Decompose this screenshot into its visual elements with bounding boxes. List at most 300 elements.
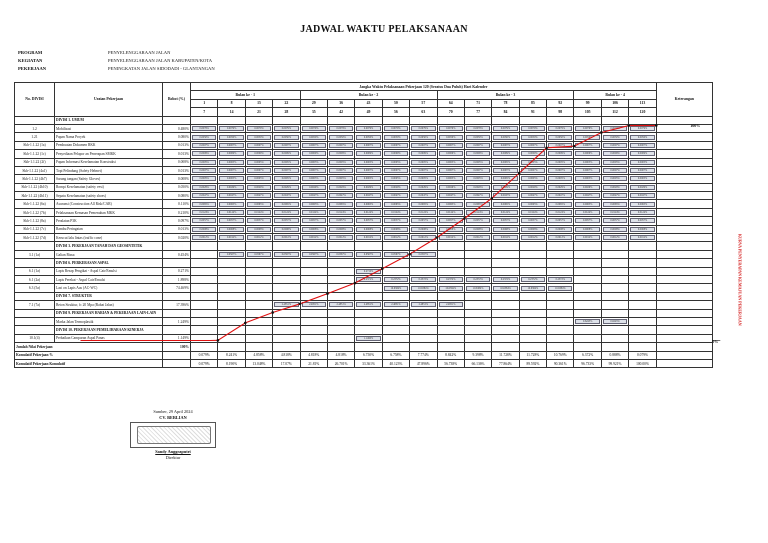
item-uraian: Kerucut lalu lintas (traffic cone) [55,234,163,242]
progress-bar: 0.0008% [575,227,599,232]
week-cell [464,250,491,258]
week-cell [464,267,491,275]
item-bobot: 0.210% [163,208,191,216]
week-cell [547,334,574,342]
week-cell [191,133,218,141]
week-cell [382,175,409,183]
side-curve-label: KURVA PENYERAPAN KEMAJUAN PEKERJAAN [737,234,743,326]
progress-bar: 0.0047% [384,193,408,198]
keterangan-cell [656,250,712,258]
week-cell [382,217,409,225]
header-day: 63 [410,108,437,116]
progress-bar: 0.0005% [192,160,216,165]
week-cell [218,234,245,242]
progress-bar: 0.0124% [466,210,490,215]
summary-value [492,343,519,351]
week-cell [492,175,519,183]
week-cell [464,334,491,342]
keterangan-cell [656,259,712,267]
progress-bar: 0.0029% [274,185,298,190]
item-no: Skh-1.1.22 (4b7) [15,175,55,183]
progress-bar: 0.0012% [219,235,243,240]
progress-bar: 0.0012% [247,235,271,240]
week-cell [574,259,601,267]
progress-bar: 0.0009% [575,151,599,156]
progress-bar: 0.0065% [575,202,599,207]
week-cell [355,116,382,124]
week-cell [382,334,409,342]
week-cell [382,317,409,325]
progress-bar: 0.0005% [274,160,298,165]
header-day: 99 [574,99,601,107]
week-cell [601,200,628,208]
header-day: 29 [300,99,327,107]
keterangan-cell [656,267,712,275]
week-cell [519,217,546,225]
item-bobot: 0.008% [163,175,191,183]
progress-bar: 0.0007% [192,168,216,173]
progress-bar: 0.0009% [466,151,490,156]
week-cell [327,141,354,149]
item-bobot: 0.013% [163,225,191,233]
week-cell [601,301,628,309]
week-cell [327,183,354,191]
week-cell [437,217,464,225]
week-cell [300,259,327,267]
week-cell [547,284,574,292]
week-cell [547,234,574,242]
week-cell [191,292,218,300]
progress-bar: 0.0008% [493,227,517,232]
week-cell [191,124,218,132]
header-day: 77 [464,108,491,116]
summary-value: 6.372% [574,351,601,359]
progress-bar: 0.0007% [493,168,517,173]
week-cell [547,175,574,183]
progress-bar: 0.2710% [356,269,380,274]
progress-bar: 0.0079% [630,126,655,131]
week-cell [355,225,382,233]
progress-bar: 0.0005% [575,160,599,165]
week-cell [245,317,272,325]
progress-bar: 0.0065% [466,202,490,207]
progress-bar: 0.0047% [466,193,490,198]
week-cell [382,133,409,141]
summary-value: 26.701% [327,359,354,367]
week-cell [300,292,327,300]
progress-bar: 0.0005% [329,176,353,181]
progress-bar: 0.2372% [521,277,545,282]
progress-bar: 0.0008% [192,227,216,232]
week-cell [464,116,491,124]
week-cell [245,116,272,124]
progress-bar: 0.0007% [329,143,353,148]
progress-bar: 0.0005% [302,176,326,181]
week-cell [547,301,574,309]
progress-bar: 0.0007% [356,143,380,148]
week-cell [437,334,464,342]
progress-bar: 2.4851% [384,302,408,307]
week-cell [273,200,300,208]
item-no: 1.2 [15,124,55,132]
week-cell [327,217,354,225]
progress-bar: 0.0005% [439,160,463,165]
item-no: 6.3 (5a) [15,284,55,292]
progress-bar: 0.0012% [575,235,599,240]
progress-bar: 0.0007% [521,168,545,173]
item-uraian: Galian Biasa [55,250,163,258]
progress-bar: 0.0007% [356,168,380,173]
week-cell [464,284,491,292]
week-cell [574,301,601,309]
keterangan-cell [656,275,712,283]
header-day: 112 [601,108,628,116]
progress-bar: 0.0079% [575,126,599,131]
progress-bar: 0.0057% [384,218,408,223]
section-no [15,326,55,334]
company-stamp [137,426,211,444]
summary-value [245,343,272,351]
week-cell [437,124,464,132]
week-cell [629,225,657,233]
week-cell [245,250,272,258]
header-day: 91 [519,108,546,116]
week-cell [300,200,327,208]
week-cell [300,309,327,317]
week-cell [410,234,437,242]
progress-bar: 0.0005% [192,176,216,181]
week-cell [355,200,382,208]
week-cell [300,242,327,250]
week-cell [245,334,272,342]
progress-bar: 0.0567% [247,252,271,257]
week-cell [437,267,464,275]
progress-bar: 0.0050% [521,135,545,140]
week-cell [191,267,218,275]
progress-bar: 0.0079% [466,126,490,131]
keterangan-cell [656,192,712,200]
progress-bar: 0.0567% [329,252,353,257]
week-cell [355,141,382,149]
header-day: 85 [519,99,546,107]
week-cell [191,150,218,158]
progress-bar: 0.0009% [247,151,271,156]
progress-bar: 0.0065% [247,202,271,207]
progress-bar: 0.0050% [247,135,271,140]
week-cell [437,284,464,292]
item-uraian: Lasi on Lapis Aus (AC-WC) [55,284,163,292]
item-no: 6.1 (2a) [15,275,55,283]
week-cell [410,309,437,317]
week-cell [601,225,628,233]
progress-bar: 0.0007% [274,143,298,148]
summary-value [218,343,245,351]
progress-bar: 0.0012% [192,235,216,240]
progress-bar: 0.0050% [274,135,298,140]
week-cell [519,284,546,292]
week-cell [273,275,300,283]
keterangan-cell [656,158,712,166]
week-cell [410,150,437,158]
progress-bar: 0.0005% [439,176,463,181]
week-cell [355,192,382,200]
progress-bar: 0.0008% [439,227,463,232]
progress-bar: 0.0065% [521,202,545,207]
progress-bar: 2.4851% [356,302,380,307]
sign-role: Direktur [165,455,181,460]
item-bobot: 0.097% [163,217,191,225]
week-cell [437,141,464,149]
week-cell [410,301,437,309]
item-uraian: Lapis Perekat - Aspal Cair/Emulsi [55,275,163,283]
week-cell [218,292,245,300]
week-cell [273,267,300,275]
week-cell [547,317,574,325]
progress-bar: 0.0007% [439,143,463,148]
keterangan-cell [656,175,712,183]
progress-bar: 0.0065% [192,202,216,207]
week-cell [273,292,300,300]
week-cell [547,217,574,225]
progress-bar: 0.0007% [575,168,599,173]
week-cell [601,309,628,317]
progress-bar: 0.0009% [548,151,572,156]
week-cell [355,175,382,183]
week-cell [191,166,218,174]
progress-bar: 0.0009% [384,151,408,156]
week-cell [464,150,491,158]
week-cell [519,166,546,174]
progress-bar: 2.4851% [329,302,353,307]
summary-value: 4.818% [327,351,354,359]
header-month: Bulan ke - 4 [574,91,656,99]
week-cell [492,192,519,200]
keterangan-cell [656,242,712,250]
progress-bar: 0.0007% [630,168,655,173]
summary-value [410,343,437,351]
progress-bar: 0.0005% [466,160,490,165]
week-cell [300,166,327,174]
section-bobot [163,259,191,267]
summary-value: 99.921% [601,359,628,367]
item-no: Skh-1.1.22 (4b11) [15,192,55,200]
week-cell [519,133,546,141]
progress-bar: 0.0567% [411,252,435,257]
item-no: Skh-1.1.22 (7d) [15,234,55,242]
week-cell [492,158,519,166]
keterangan-cell [656,124,712,132]
info-key: PEKERJAAN [18,66,47,72]
week-cell [601,166,628,174]
header-month: Bulan ke - 1 [191,91,301,99]
progress-bar: 0.0005% [329,160,353,165]
week-cell [300,234,327,242]
week-cell [410,141,437,149]
item-bobot: 0.013% [163,166,191,174]
progress-bar: 0.0009% [302,151,326,156]
progress-bar: 0.0005% [548,176,572,181]
progress-bar: 0.0079% [493,126,517,131]
header-day: 36 [327,99,354,107]
progress-bar: 0.0079% [219,126,243,131]
item-bobot: 0.454% [163,250,191,258]
week-cell [191,309,218,317]
week-cell [355,275,382,283]
week-cell [547,292,574,300]
week-cell [629,175,657,183]
progress-bar: 0.0012% [466,235,490,240]
sign-company: CV. BERLIAN [159,415,187,420]
week-cell [574,200,601,208]
week-cell [382,267,409,275]
week-cell [410,133,437,141]
progress-bar: 0.0012% [411,235,435,240]
progress-bar: 0.0029% [192,185,216,190]
progress-bar: 0.0029% [329,185,353,190]
keterangan-cell [656,217,712,225]
week-cell [492,275,519,283]
summary-value: 6.758% [382,351,409,359]
week-cell [300,116,327,124]
week-cell [218,250,245,258]
week-cell [601,133,628,141]
summary-value [601,343,628,351]
item-bobot: 0.080% [163,133,191,141]
week-cell [629,158,657,166]
week-cell [382,200,409,208]
week-cell [519,116,546,124]
week-cell [273,317,300,325]
week-cell [601,116,628,124]
header-no: No. DIVISI [15,83,55,117]
keterangan-cell [656,166,712,174]
keterangan-cell [656,326,712,334]
week-cell [437,250,464,258]
week-cell [273,158,300,166]
week-cell [492,150,519,158]
week-cell [327,292,354,300]
summary-value: 8.241% [218,351,245,359]
week-cell [300,317,327,325]
week-cell [492,183,519,191]
week-cell [327,234,354,242]
week-cell [547,133,574,141]
progress-bar: 0.0050% [302,135,326,140]
week-cell [492,317,519,325]
summary-value [547,343,574,351]
info-value: PENYELENGGARAAN JALAN [108,50,171,55]
summary-value: 96.733% [574,359,601,367]
week-cell [629,166,657,174]
week-cell [191,200,218,208]
week-cell [410,326,437,334]
week-cell [300,183,327,191]
week-cell [519,225,546,233]
progress-bar: 0.0005% [493,160,517,165]
item-uraian: Papan Informasi Keselamatan Konstruksi [55,158,163,166]
week-cell [273,217,300,225]
week-cell [245,124,272,132]
progress-bar: 0.0050% [548,135,572,140]
summary-value: 17.07% [273,359,300,367]
progress-bar: 0.0005% [274,176,298,181]
progress-bar: 0.0057% [548,218,572,223]
week-cell [601,250,628,258]
week-cell [382,116,409,124]
progress-bar: 0.0047% [219,193,243,198]
week-cell [355,326,382,334]
header-day: 15 [245,99,272,107]
week-cell [574,166,601,174]
info-key: KEGIATAN [18,58,43,64]
week-cell [492,141,519,149]
week-cell [601,158,628,166]
week-cell [601,267,628,275]
week-cell [629,200,657,208]
week-cell [629,326,657,334]
week-cell [327,116,354,124]
progress-bar: 0.0124% [493,210,517,215]
progress-bar: 0.0029% [466,185,490,190]
keterangan-cell [656,234,712,242]
item-no: 6.1 (1a) [15,267,55,275]
progress-bar: 0.0005% [630,160,655,165]
week-cell [245,208,272,216]
progress-bar: 0.0050% [493,135,517,140]
item-bobot: 1.898% [163,275,191,283]
week-cell [601,284,628,292]
week-cell [300,141,327,149]
summary-value [629,343,657,351]
summary-value: 4.818% [273,351,300,359]
section-title: DIVISI 10. PEKERJAAN PEMELIHARAAN KINERJA [55,326,163,334]
summary-value: 21.81% [300,359,327,367]
week-cell [574,292,601,300]
week-cell [245,133,272,141]
progress-bar: 0.0065% [274,202,298,207]
week-cell [629,234,657,242]
week-cell [218,175,245,183]
progress-bar: 0.0065% [356,202,380,207]
week-cell [245,141,272,149]
week-cell [464,166,491,174]
week-cell [574,116,601,124]
week-cell [273,225,300,233]
week-cell [547,158,574,166]
progress-bar: 0.0008% [603,227,627,232]
week-cell [547,183,574,191]
progress-bar: 0.0079% [603,126,627,131]
progress-bar: 0.0007% [219,168,243,173]
header-day: 14 [218,108,245,116]
item-bobot: 0.020% [163,234,191,242]
week-cell [300,208,327,216]
progress-bar: 0.0065% [603,202,627,207]
progress-bar: 0.0079% [329,126,353,131]
week-cell [629,301,657,309]
item-uraian: Sepatu Keselamatan (safety shoes) [55,192,163,200]
week-cell [382,292,409,300]
week-cell [492,309,519,317]
week-cell [410,183,437,191]
progress-bar: 0.0005% [302,160,326,165]
progress-bar: 0.0008% [274,227,298,232]
week-cell [355,309,382,317]
week-cell [273,334,300,342]
section-title: DIVISI 1. UMUM [55,116,163,124]
week-cell [355,259,382,267]
signature-block [118,409,228,461]
